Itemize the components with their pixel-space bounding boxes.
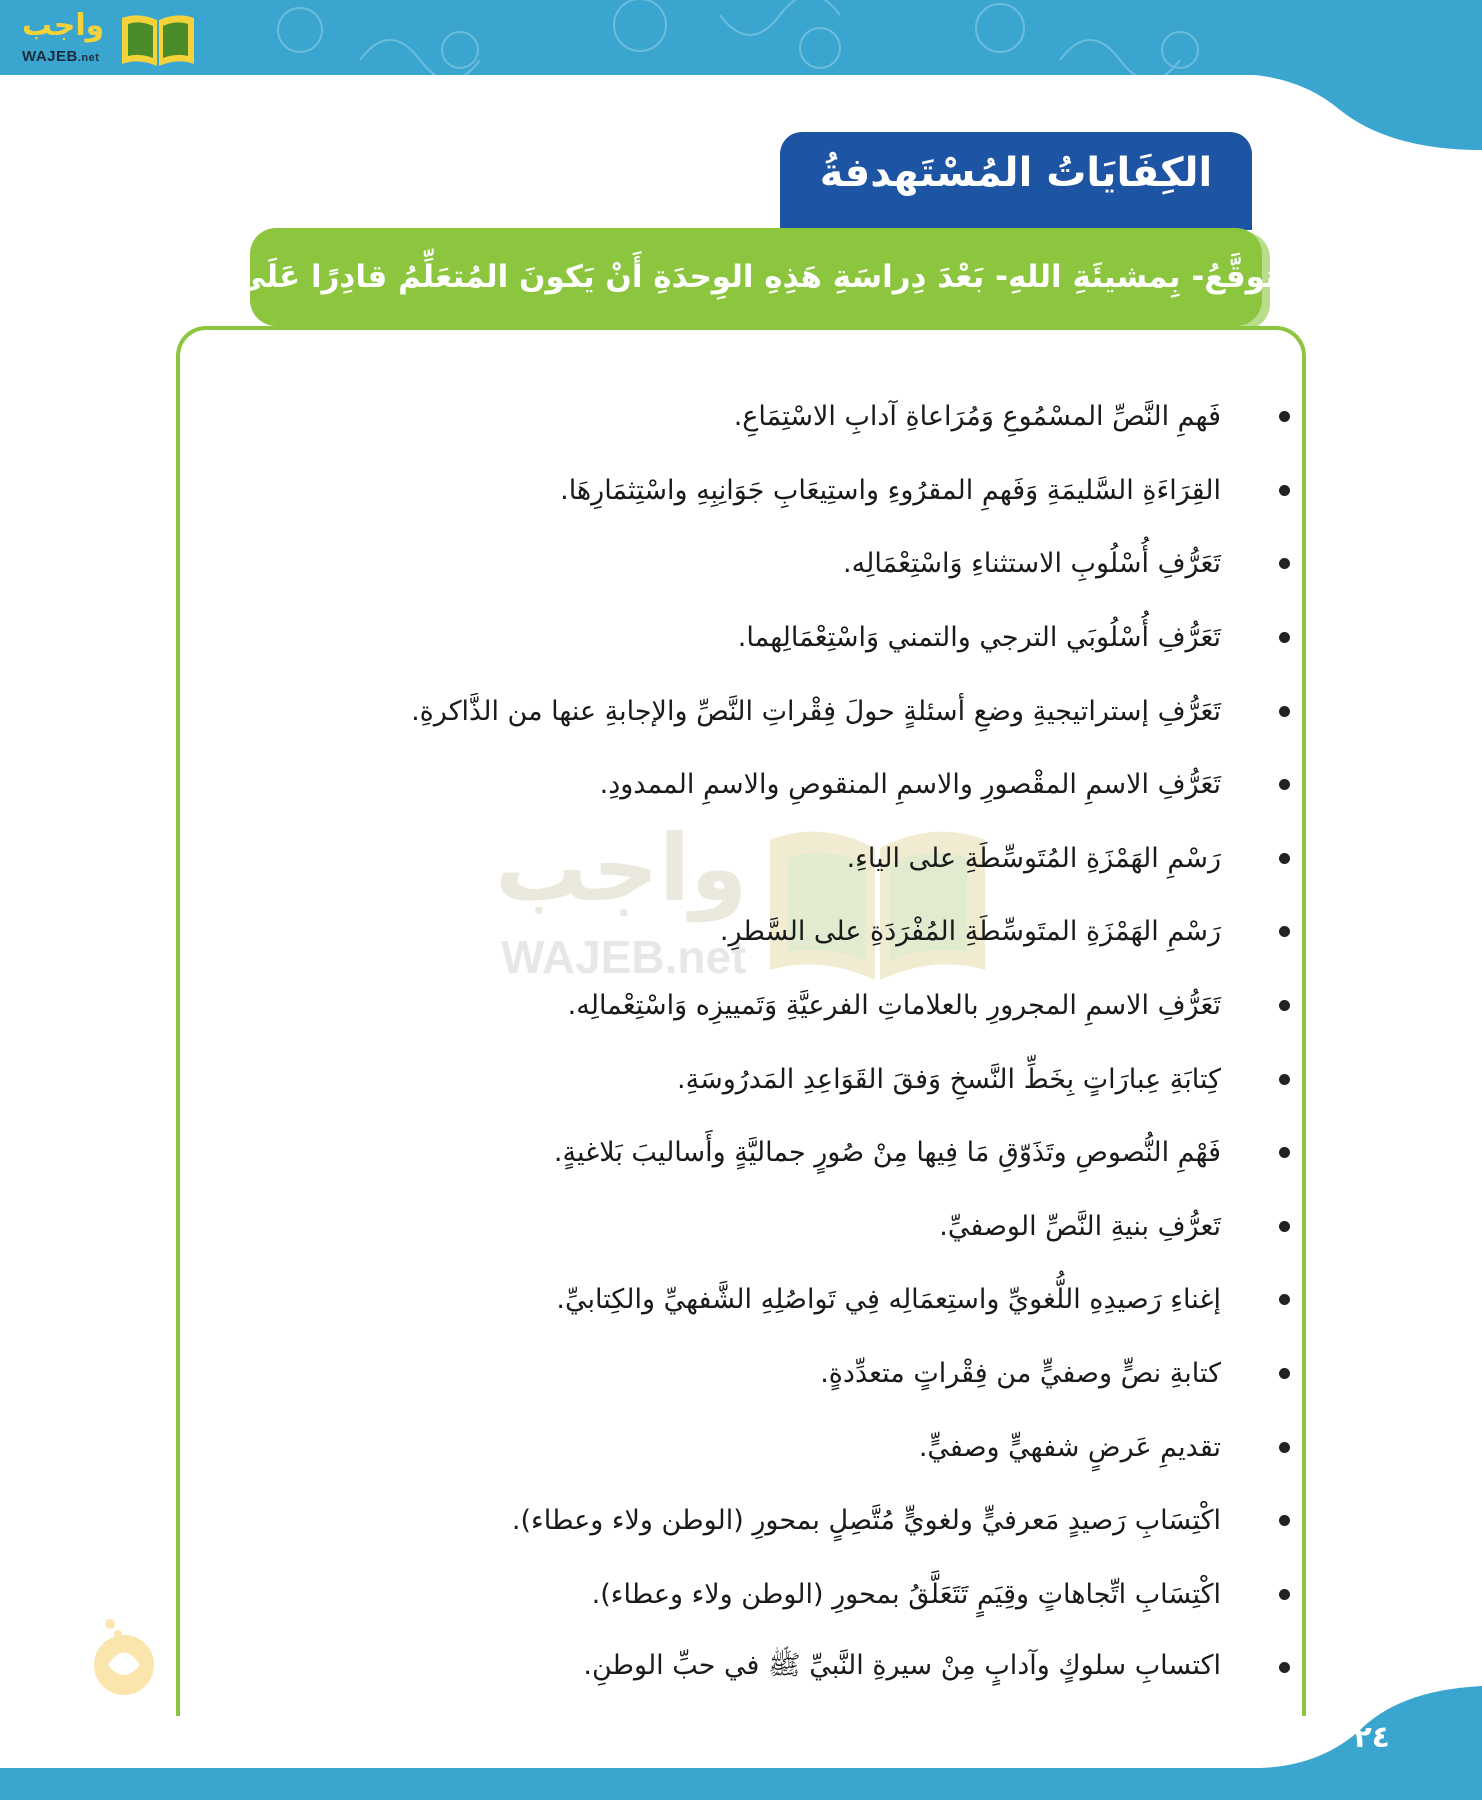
page-number: ٢٤	[1353, 1720, 1390, 1755]
wajeb-logo[interactable]	[10, 6, 190, 70]
list-item-text: تقديمِ عَرضٍ شفهيٍّ وصفيٍّ.	[918, 1431, 1221, 1463]
list-item-text: تَعَرُّفِ أُسْلُوبِ الاستثناءِ وَاسْتِعْمَالِه.	[843, 548, 1221, 580]
list-item-text: كتابةِ نصٍّ وصفيٍّ من فِقْراتٍ متعدِّدةٍ.	[820, 1358, 1221, 1390]
list-item-text: كِتابَةِ عِبارَاتٍ بِخَطِّ النَّسخِ وَفقَ القَوَاعِدِ المَدرُوسَةِ.	[677, 1063, 1221, 1095]
watermark-latin: WAJEB.net	[501, 931, 747, 983]
list-item-text: رَسْمِ الهَمْزَةِ المتَوسِّطَةِ المُفْرَدَةِ على السَّطرِ.	[719, 916, 1221, 948]
list-item-text: رَسْمِ الهَمْزَةِ المُتَوسِّطَةِ على الياءِ.	[846, 842, 1221, 874]
list-item-text: تَعَرُّفِ إستراتيجيةِ وضعِ أسئلةٍ حولَ فِقْراتِ النَّصِّ والإجابةِ عنها من الذَّاكرةِ.	[411, 695, 1221, 727]
intro-text: يُتوقَّعُ- بِمشيئَةِ اللهِ- بَعْدَ دِراسَةِ هَذِهِ الوِحدَةِ أَنْ يَكونَ المُتعَلِّمُ قادِرًا عَلَى:	[222, 259, 1290, 295]
logo-latin-text	[22, 48, 99, 65]
watermark-arabic: واجب	[495, 815, 748, 922]
logo-arabic-text: واجب	[22, 8, 105, 43]
list-item	[206, 1042, 1246, 1116]
list-item	[206, 895, 1246, 969]
list-item	[206, 380, 1246, 454]
list-item	[206, 674, 1246, 748]
list-item	[206, 1190, 1246, 1264]
logo-latin-suffix: .net	[77, 52, 100, 64]
bullet-icon	[1279, 1074, 1290, 1085]
list-item	[206, 1558, 1246, 1632]
bullet-icon	[1279, 632, 1290, 643]
bullet-icon	[1279, 1221, 1290, 1232]
list-item-text: إغناءِ رَصيدِهِ اللُّغويِّ واستِعمَالِه فِي تَواصُلِهِ الشَّفهيِّ والكِتابيِّ.	[556, 1284, 1221, 1316]
list-item	[206, 601, 1246, 675]
header-wave	[0, 0, 1482, 160]
list-item-text: اكتسابِ سلوكٍ وآدابٍ مِنْ سيرةِ النَّبيِّ ﷺ في حبِّ الوطنِ.	[583, 1649, 1221, 1681]
list-item-text: فَهمِ النَّصِّ المسْمُوعِ وَمُرَاعاةِ آدابِ الاسْتِمَاعِ.	[733, 401, 1221, 433]
list-item-text: اكْتِسَابِ رَصيدٍ مَعرفيٍّ ولغويٍّ مُتَّصِلٍ بمحورِ (الوطن ولاء وعطاء).	[511, 1505, 1221, 1537]
list-item	[206, 1410, 1246, 1484]
competencies-list	[206, 380, 1246, 1705]
list-item	[206, 1263, 1246, 1337]
list-item	[206, 969, 1246, 1043]
bullet-icon	[1279, 485, 1290, 496]
list-item-text: القِرَاءَةِ السَّليمَةِ وَفَهمِ المقرُوءِ واستِيعَابِ جَوَانِبِهِ واسْتِثمَارِهَا.	[560, 474, 1221, 506]
list-item	[206, 1116, 1246, 1190]
page-title-tab	[780, 132, 1252, 230]
bullet-icon	[1279, 1589, 1290, 1600]
list-item	[206, 748, 1246, 822]
bullet-icon	[1279, 1368, 1290, 1379]
logo-latin-main: WAJEB	[22, 48, 78, 65]
page-title: الكِفَايَاتُ المُسْتَهدفةُ	[819, 150, 1213, 196]
list-item-text: تَعَرُّفِ أُسْلُوبَي الترجي والتمني وَاسْتِعْمَالِهما.	[737, 622, 1221, 654]
list-item	[206, 454, 1246, 528]
list-item-text: فَهْمِ النُّصوصِ وتَذَوّقِ مَا فِيها مِنْ صُورٍ جماليَّةٍ وأَساليبَ بَلاغيةٍ.	[553, 1137, 1221, 1169]
book-icon	[118, 10, 198, 68]
list-item	[206, 1484, 1246, 1558]
bullet-icon	[1279, 706, 1290, 717]
list-item	[206, 822, 1246, 896]
list-item-text: تَعرُّفِ بنيةِ النَّصِّ الوصفيِّ.	[939, 1210, 1221, 1242]
bullet-icon	[1279, 853, 1290, 864]
list-item	[206, 1337, 1246, 1411]
list-item	[206, 527, 1246, 601]
list-item-text: اكْتِسَابِ اتِّجاهاتٍ وقِيَمٍ تَتَعَلَّقُ بمحورِ (الوطن ولاء وعطاء).	[591, 1578, 1221, 1610]
intro-banner	[222, 228, 1290, 326]
list-item-text: تَعَرُّفِ الاسمِ المقْصورِ والاسمِ المنقوصِ والاسمِ الممدودِ.	[599, 769, 1221, 801]
bullet-icon	[1279, 1442, 1290, 1453]
list-item-text: تَعَرُّفِ الاسمِ المجرورِ بالعلاماتِ الفرعيَّةِ وَتَمييزِه وَاسْتِعْمالِه.	[567, 990, 1221, 1022]
footer-wave	[0, 1680, 1482, 1800]
bullet-icon	[1279, 1000, 1290, 1011]
